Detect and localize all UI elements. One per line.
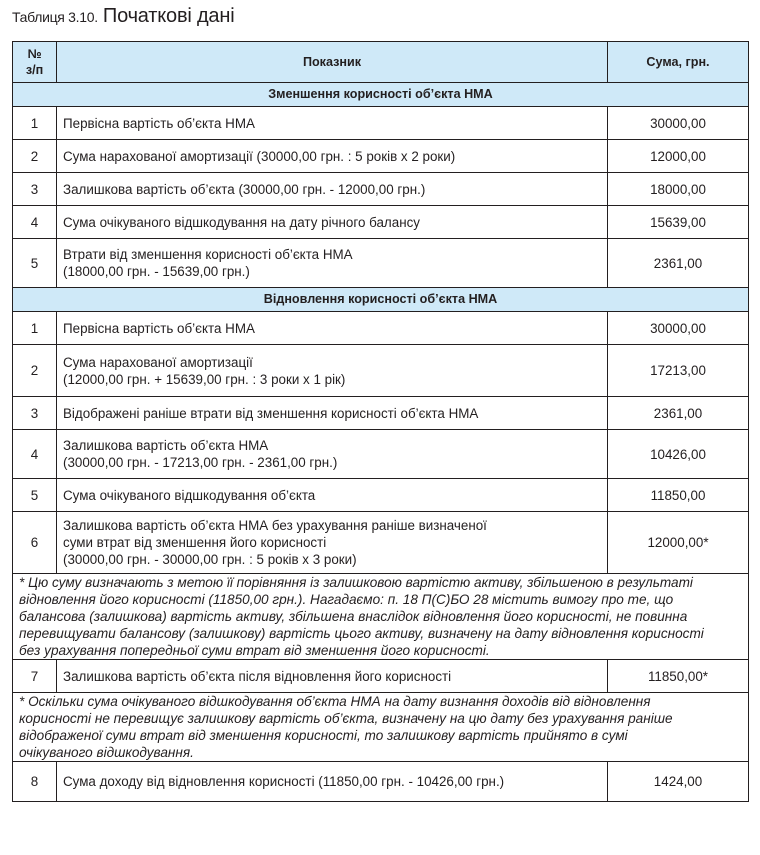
row-num: 1 — [13, 312, 57, 345]
table-row — [13, 397, 749, 430]
section-title: Відновлення корисності об’єкта НМА — [13, 288, 749, 312]
note-line: корисності не перевищує залишкову вартість об’єкта, визначену на цю дату без урахування раніше — [19, 711, 673, 726]
table-row — [13, 107, 749, 140]
footnote-2 — [13, 693, 749, 762]
table-row — [13, 512, 749, 574]
row-description: Сума очікуваного відшкодування на дату річного балансу — [57, 206, 608, 239]
row-description: Залишкова вартість об’єкта (30000,00 грн. - 12000,00 грн.) — [57, 173, 608, 206]
row-amount: 30000,00 — [608, 312, 749, 345]
footnote-row — [13, 693, 749, 762]
row-amount: 2361,00 — [608, 239, 749, 288]
table-caption — [12, 5, 234, 28]
row-amount: 12000,00 — [608, 140, 749, 173]
row-amount: 30000,00 — [608, 107, 749, 140]
footnote-1 — [13, 574, 749, 660]
table-row — [13, 479, 749, 512]
row-line: Втрати від зменшення корисності об’єкта НМА — [63, 247, 353, 262]
table-row — [13, 239, 749, 288]
row-num: 3 — [13, 173, 57, 206]
note-line: відображеної суми втрат від зменшення корисності, то залишкову вартість прийнято в сумі — [19, 728, 628, 743]
row-description — [57, 239, 608, 288]
row-num: 7 — [13, 660, 57, 693]
row-num: 8 — [13, 762, 57, 802]
row-num: 5 — [13, 479, 57, 512]
caption-title: Початкові дані — [102, 5, 235, 27]
row-description — [57, 345, 608, 397]
row-line: Залишкова вартість об’єкта НМА без урахування раніше визначеної — [63, 518, 487, 533]
row-description: Сума нарахованої амортизації (30000,00 грн. : 5 років х 2 роки) — [57, 140, 608, 173]
row-num: 5 — [13, 239, 57, 288]
table-row — [13, 345, 749, 397]
row-line: Сума нарахованої амортизації — [63, 354, 253, 370]
note-line: без урахування попередньої суми втрат від зменшення його корисності. — [19, 643, 490, 658]
note-line: * Цю суму визначають з метою її порівняння із залишковою вартістю активу, збільшеною в результаті — [19, 575, 693, 590]
section-header-impairment — [13, 83, 749, 107]
row-description: Первісна вартість об’єкта НМА — [57, 107, 608, 140]
row-description — [57, 430, 608, 479]
row-num: 2 — [13, 345, 57, 397]
table-header-row — [13, 42, 749, 83]
row-num: 4 — [13, 206, 57, 239]
note-line: * Оскільки сума очікуваного відшкодування об’єкта НМА на дату визнання доходів від відновлення — [19, 694, 651, 709]
table-row — [13, 206, 749, 239]
note-line: балансова (залишкова) вартість активу, збільшена внаслідок відновлення його корисності, не повинна — [19, 609, 688, 624]
table-row — [13, 173, 749, 206]
initial-data-table — [12, 41, 749, 802]
row-line: (30000,00 грн. - 17213,00 грн. - 2361,00 грн.) — [63, 455, 338, 470]
row-description: Сума доходу від відновлення корисності (11850,00 грн. - 10426,00 грн.) — [57, 762, 608, 802]
row-amount: 17213,00 — [608, 345, 749, 397]
row-amount: 11850,00 — [608, 479, 749, 512]
row-description — [57, 512, 608, 574]
header-indicator: Показник — [57, 42, 608, 83]
section-header-recovery — [13, 288, 749, 312]
row-line: (18000,00 грн. - 15639,00 грн.) — [63, 264, 250, 279]
row-num: 6 — [13, 512, 57, 574]
section-title: Зменшення корисності об’єкта НМА — [13, 83, 749, 107]
row-num: 3 — [13, 397, 57, 430]
row-num: 2 — [13, 140, 57, 173]
row-amount: 18000,00 — [608, 173, 749, 206]
row-amount: 15639,00 — [608, 206, 749, 239]
row-description: Сума очікуваного відшкодування об’єкта — [57, 479, 608, 512]
row-amount: 1424,00 — [608, 762, 749, 802]
table-row — [13, 140, 749, 173]
header-num-line2: з/п — [25, 63, 44, 77]
header-num-line1: № — [27, 47, 42, 61]
row-num: 1 — [13, 107, 57, 140]
row-description: Відображені раніше втрати від зменшення корисності об’єкта НМА — [57, 397, 608, 430]
note-line: відновлення його корисності (11850,00 грн.). Нагадаємо: п. 18 П(С)БО 28 містить вимогу про те, що — [19, 592, 674, 607]
row-line: (12000,00 грн. + 15639,00 грн. : 3 роки х 1 рік) — [63, 371, 346, 387]
table-row — [13, 660, 749, 693]
footnote-row — [13, 574, 749, 660]
row-amount: 2361,00 — [608, 397, 749, 430]
row-amount: 11850,00* — [608, 660, 749, 693]
row-amount: 10426,00 — [608, 430, 749, 479]
row-line: суми втрат від зменшення його корисності — [63, 535, 327, 550]
header-amount: Сума, грн. — [608, 42, 749, 83]
row-amount: 12000,00* — [608, 512, 749, 574]
row-line: (30000,00 грн. - 30000,00 грн. : 5 років х 3 роки) — [63, 552, 357, 567]
row-description: Залишкова вартість об’єкта після відновлення його корисності — [57, 660, 608, 693]
row-num: 4 — [13, 430, 57, 479]
table-row — [13, 762, 749, 802]
table-row — [13, 312, 749, 345]
table-row — [13, 430, 749, 479]
row-description: Первісна вартість об’єкта НМА — [57, 312, 608, 345]
header-num — [13, 42, 57, 83]
note-line: очікуваного відшкодування. — [19, 745, 194, 760]
row-line: Залишкова вартість об’єкта НМА — [63, 438, 269, 453]
note-line: перевищувати балансову (залишкову) вартість цього активу, визначену на дату відновлення корисності — [19, 626, 704, 641]
caption-label: Таблиця 3.10. — [12, 9, 98, 25]
